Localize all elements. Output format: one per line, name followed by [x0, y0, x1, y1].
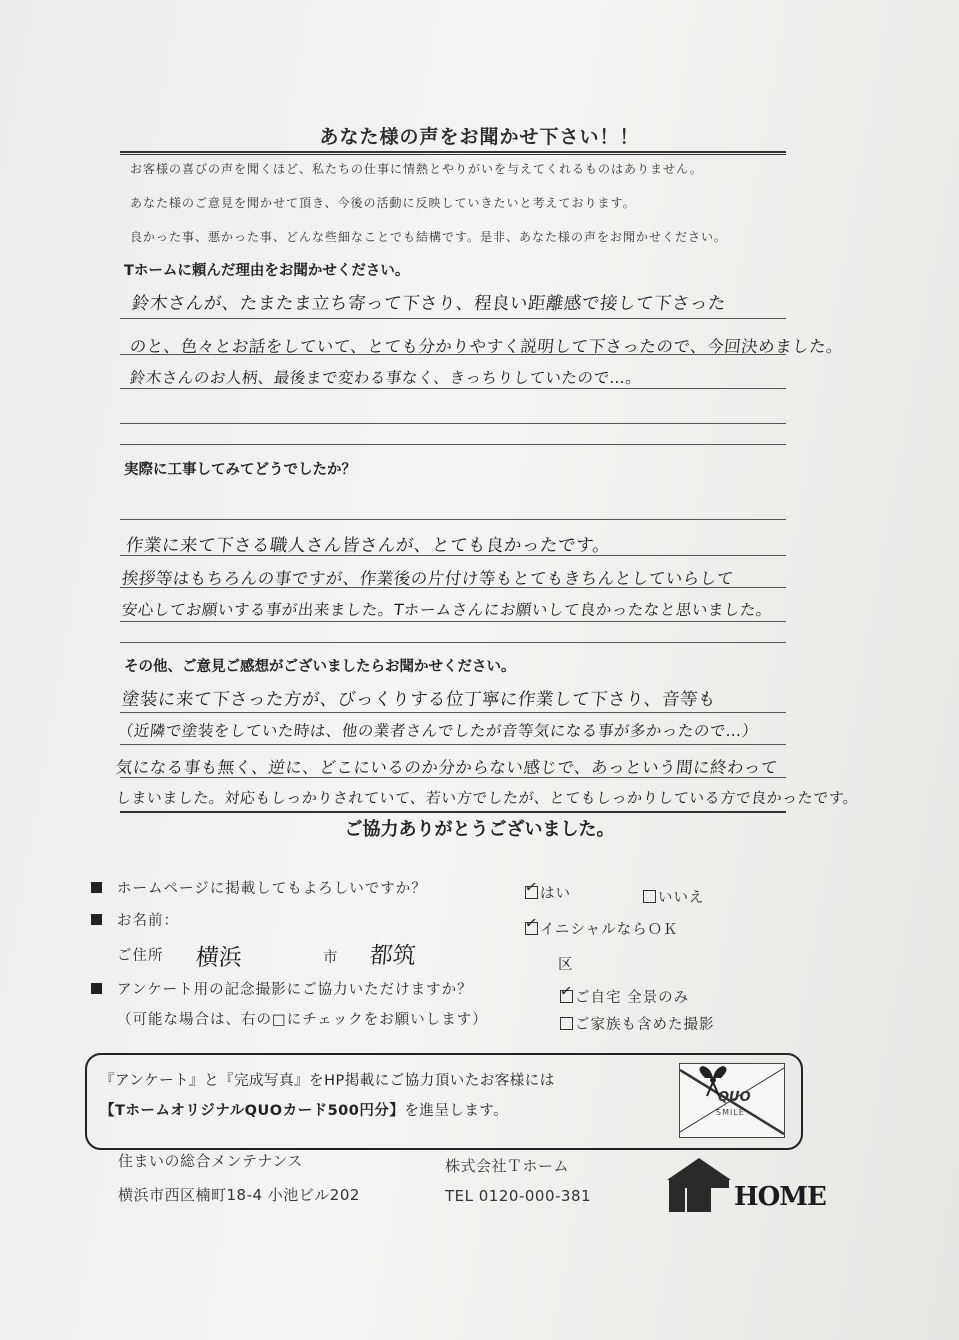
intro-line-1: お客様の喜びの声を聞くほど、私たちの仕事に情熱とやりがいを与えてくれるものはありません。: [130, 162, 703, 176]
page-title: あなた様の声をお聞かせ下さい！！: [319, 126, 640, 148]
answer-line: [120, 388, 786, 389]
answer-3-line-3: 気になる事も無く、逆に、どこにいるのか分からない感じで、あっという間に終わって: [114, 758, 779, 777]
option-with-family-label: ご家族も含めた撮影: [575, 1017, 715, 1033]
address-label: ご住所: [117, 948, 164, 964]
answer-line: [120, 519, 786, 520]
photo-question: アンケート用の記念撮影にご協力いただけますか？: [117, 982, 473, 998]
footer-tel: TEL 0120-000-381: [445, 1187, 592, 1205]
checkbox-initials[interactable]: [523, 913, 540, 935]
city-value: 横浜: [194, 945, 243, 971]
answer-line: [120, 621, 786, 622]
promo-highlight: 【TホームオリジナルQUOカード500円分】: [100, 1103, 405, 1119]
photo-note: （可能な場合は、右の□にチェックをお願いします）: [117, 1012, 488, 1028]
answer-1-line-1: 鈴木さんが、たまたま立ち寄って下さり、程良い距離感で接して下さった: [130, 294, 727, 314]
checkbox-yes[interactable]: [523, 877, 540, 899]
homepage-question: ホームページに掲載してもよろしいですか？: [117, 881, 427, 897]
checkbox-with-family[interactable]: [560, 1017, 573, 1030]
quo-card-image: [679, 1063, 785, 1138]
option-initials-label: イニシャルならＯＫ: [540, 922, 679, 938]
answer-line: [120, 811, 786, 813]
option-home-only-label: ご自宅 全景のみ: [575, 990, 690, 1006]
intro-line-2: あなた様のご意見を聞かせて頂き、今後の活動に反映していきたいと考えております。: [130, 196, 636, 210]
quo-brand: QUO: [718, 1090, 751, 1105]
answer-line: [120, 712, 786, 713]
name-label: お名前：: [117, 913, 179, 929]
bullet-icon: [91, 882, 102, 893]
thanks-message: ご協力ありがとうございました。: [344, 819, 615, 840]
ward-value: 都筑: [368, 943, 417, 969]
option-yes-label: はい: [540, 886, 571, 902]
house-logo-icon: [667, 1158, 731, 1212]
promo-line-1: 『アンケート』と『完成写真』をHP掲載にご協力頂いたお客様には: [100, 1073, 555, 1089]
answer-line: [120, 744, 786, 745]
answer-3-line-4: しまいました。対応もしっかりされていて、若い方でしたが、とてもしっかりしている方で良かったです。: [115, 789, 860, 807]
promo-line-2: [100, 1099, 508, 1120]
promo-line-2-rest: を進呈します。: [404, 1103, 509, 1119]
answer-3-line-1: 塗装に来て下さった方が、びっくりする位丁寧に作業して下さり、音等も: [120, 690, 717, 710]
checkbox-home-only[interactable]: [558, 981, 575, 1003]
answer-line: [120, 642, 786, 643]
answer-line: [120, 423, 786, 424]
check-mark-icon: ✓: [558, 981, 575, 1001]
option-no-label: いいえ: [658, 890, 705, 906]
answer-1-line-2: のと、色々とお話をしていて、とても分かりやすく説明して下さったので、今回決めました。: [128, 337, 845, 356]
question-1-label: Tホームに頼んだ理由をお聞かせください。: [124, 263, 410, 279]
answer-2-line-3: 安心してお願いする事が出来ました。Tホームさんにお願いして良かったなと思いました。: [120, 601, 773, 619]
answer-3-line-2: （近隣で塗装をしていた時は、他の業者さんでしたが音等気になる事が多かったので…）: [116, 722, 759, 740]
bullet-icon: [91, 983, 102, 994]
option-no[interactable]: [643, 886, 705, 907]
answer-line: [120, 318, 786, 319]
answer-1-line-3: 鈴木さんのお人柄、最後まで変わる事なく、きっちりしていたので…。: [128, 369, 643, 387]
option-yes[interactable]: [523, 877, 571, 903]
bullet-icon: [91, 914, 102, 925]
footer-company: 株式会社Ｔホーム: [445, 1157, 570, 1175]
check-mark-icon: ✓: [523, 913, 540, 933]
question-2-label: 実際に工事してみてどうでしたか？: [124, 462, 356, 478]
answer-2-line-1: 作業に来て下さる職人さん皆さんが、とても良かったです。: [124, 536, 612, 556]
option-initials[interactable]: [523, 913, 679, 939]
quo-sub: SMILE: [716, 1108, 745, 1117]
title-rule: [120, 151, 786, 155]
option-with-family[interactable]: [560, 1013, 715, 1034]
footer-address: 横浜市西区楠町18-4 小池ビル202: [118, 1186, 360, 1204]
answer-2-line-2: 挨拶等はもちろんの事ですが、作業後の片付け等もとてもきちんとしていらして: [120, 569, 735, 588]
checkbox-no[interactable]: [643, 890, 656, 903]
ward-label: 区: [558, 957, 574, 973]
logo-text: HOME: [734, 1182, 826, 1212]
city-label: 市: [323, 950, 339, 966]
answer-line: [120, 444, 786, 445]
intro-line-3: 良かった事、悪かった事、どんな些細なことでも結構です。是非、あなた様の声をお聞かせください。: [130, 230, 728, 244]
option-home-only[interactable]: [558, 981, 690, 1007]
footer-tagline: 住まいの総合メンテナンス: [118, 1152, 303, 1170]
check-mark-icon: ✓: [523, 877, 540, 897]
question-3-label: その他、ご意見ご感想がございましたらお聞かせください。: [124, 659, 516, 675]
